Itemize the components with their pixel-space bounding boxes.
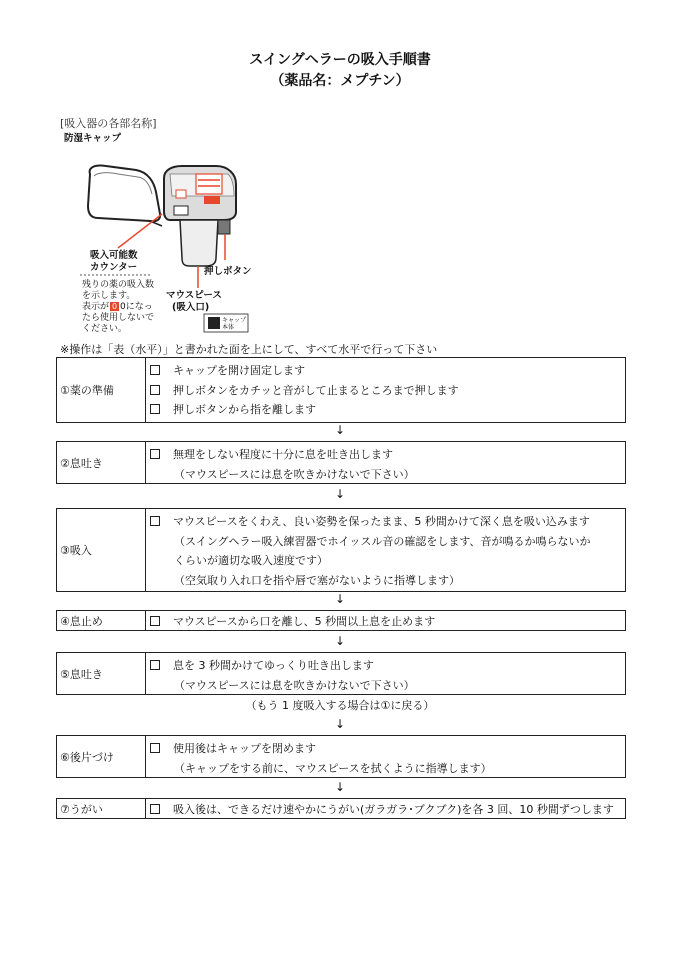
repeat-note: （もう 1 度吸入する場合は①に戻る）	[245, 699, 435, 712]
step-text: 息を 3 秒間かけてゆっくり吐き出します	[173, 659, 374, 672]
step-label: ⑤息吐き	[57, 653, 146, 694]
step-text: くらいが適切な吸入速度です）	[174, 554, 328, 567]
checkbox-icon[interactable]	[150, 449, 160, 459]
checkbox-icon[interactable]	[150, 516, 160, 526]
step-label: ③吸入	[57, 509, 146, 591]
mouthpiece-label-2: (吸入口)	[172, 302, 210, 313]
step-4	[56, 610, 626, 631]
step-text: （スイングヘラー吸入練習器でホイッスル音の確認をします、音が鳴るか鳴らないか	[174, 534, 591, 548]
step-label: ②息吐き	[57, 442, 146, 483]
step-note	[150, 759, 619, 779]
checklist-item	[150, 739, 619, 759]
step-text: 押しボタンをカチッと音がして止まるところまで押します	[173, 383, 459, 397]
checklist-item	[150, 512, 619, 532]
counter-label-2: カウンター	[90, 262, 138, 273]
checkbox-icon[interactable]	[150, 743, 160, 753]
page-title: スイングヘラーの吸入手順書	[249, 52, 431, 68]
step-label: ①薬の準備	[57, 358, 146, 422]
checkbox-icon[interactable]	[150, 365, 160, 375]
down-arrow-icon: ↓	[334, 423, 346, 437]
step-body	[146, 799, 625, 818]
down-arrow-icon: ↓	[334, 592, 346, 606]
counter-note: 残りの薬の吸入数 を示します。 表示が 0 0になっ たら使用しないで ください。	[82, 280, 155, 334]
down-arrow-icon: ↓	[334, 487, 346, 501]
step-7	[56, 798, 626, 819]
step-note	[150, 571, 619, 591]
checklist-item	[150, 656, 619, 676]
drug-name: （薬品名：メプチン）	[270, 73, 410, 89]
push-button-label: 押しボタン	[204, 266, 252, 277]
zero-mark: 0	[111, 302, 118, 311]
down-arrow-icon: ↓	[334, 717, 346, 731]
checklist-item	[150, 361, 619, 381]
step-text: （空気取り入れ口を指や唇で塞がないように指導します）	[174, 573, 460, 587]
checkbox-icon[interactable]	[150, 660, 160, 670]
counter-label-1: 吸入可能数	[90, 250, 138, 261]
step-text: 無理をしない程度に十分に息を吐き出します	[173, 448, 393, 461]
step-1	[56, 357, 626, 423]
mouthpiece-label-1: マウスピース	[166, 290, 222, 301]
checkbox-icon[interactable]	[150, 804, 160, 814]
step-label: ④息止め	[57, 611, 146, 630]
step-body	[146, 653, 625, 694]
step-note	[150, 551, 619, 571]
step-note	[150, 532, 619, 552]
checkbox-icon[interactable]	[150, 404, 160, 414]
step-3	[56, 508, 626, 592]
step-note	[150, 676, 619, 696]
checkbox-icon[interactable]	[150, 616, 160, 626]
step-5	[56, 652, 626, 695]
step-text: （キャップをする前に、マウスピースを拭くように指導します）	[174, 761, 492, 775]
step-text: 使用後はキャップを閉めます	[173, 742, 316, 755]
parts-heading: [吸入器の各部名称]	[60, 117, 157, 130]
checkbox-icon[interactable]	[150, 385, 160, 395]
step-text: マウスピースから口を離し、5 秒間以上息を止めます	[173, 615, 436, 628]
cap-label: 防湿キャップ	[64, 133, 122, 144]
cap-icon-label: キャップ 本体	[222, 317, 247, 331]
step-text: （マウスピースには息を吹きかけないで下さい）	[174, 467, 415, 481]
step-label: ⑥後片づけ	[57, 736, 146, 777]
step-body	[146, 358, 625, 422]
step-note	[150, 465, 619, 485]
operation-note: ※操作は「表（水平）」と書かれた面を上にして、すべて水平で行って下さい	[60, 343, 438, 356]
checklist-item	[150, 802, 619, 817]
checklist-item	[150, 381, 619, 401]
checklist-item	[150, 614, 619, 629]
inhaler-diagram	[58, 130, 298, 340]
step-text: 吸入後は、できるだけ速やかにうがい(ガラガラ･ブクブク)を各 3 回、10 秒間ずつします	[173, 803, 614, 816]
step-text: （マウスピースには息を吹きかけないで下さい）	[174, 678, 415, 692]
step-6	[56, 735, 626, 778]
down-arrow-icon: ↓	[334, 780, 346, 794]
step-text: キャップを開け固定します	[173, 364, 305, 377]
down-arrow-icon: ↓	[334, 634, 346, 648]
checklist-item	[150, 445, 619, 465]
step-2	[56, 441, 626, 484]
step-body	[146, 442, 625, 483]
step-label: ⑦うがい	[57, 799, 146, 818]
step-text: 押しボタンから指を離します	[173, 403, 316, 416]
checklist-item	[150, 400, 619, 420]
step-body	[146, 611, 625, 630]
step-body	[146, 736, 625, 777]
step-body	[146, 509, 625, 591]
step-text: マウスピースをくわえ、良い姿勢を保ったまま、5 秒間かけて深く息を吸い込みます	[173, 515, 590, 528]
